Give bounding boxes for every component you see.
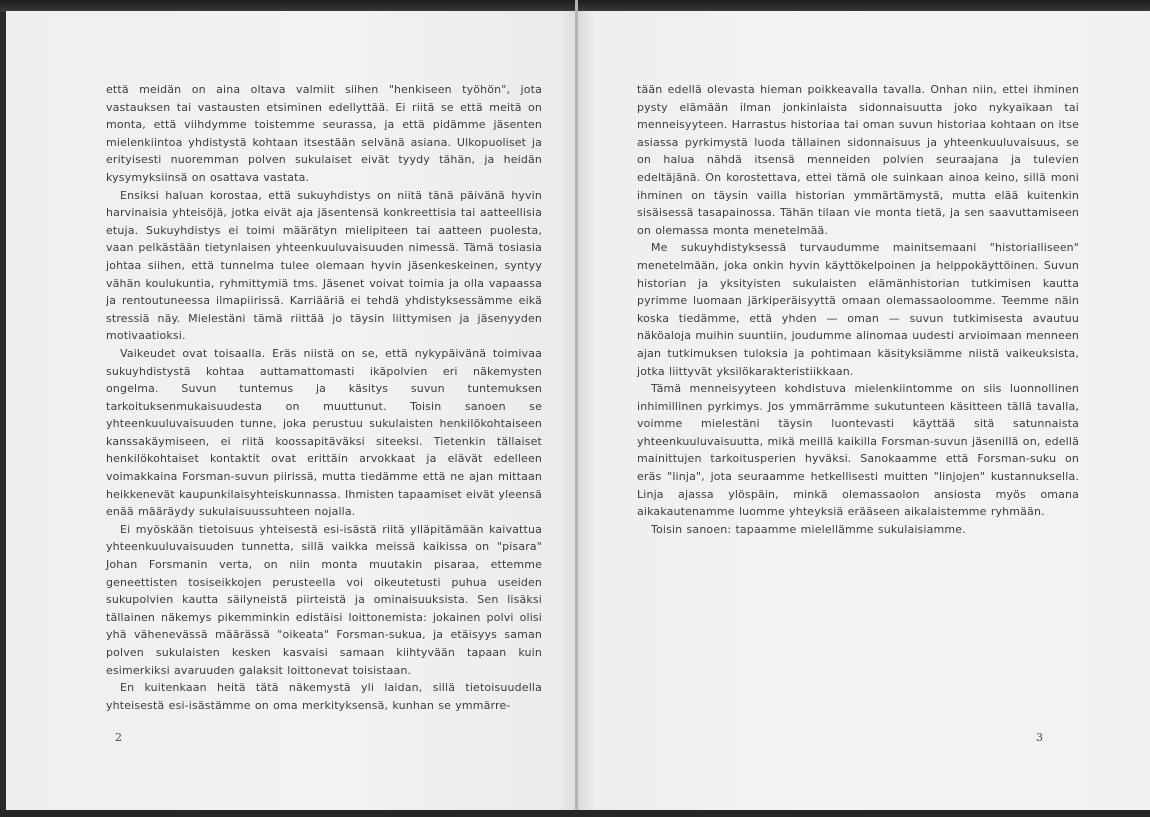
scan-bottom-edge	[0, 810, 1150, 817]
page-number: 2	[115, 731, 122, 744]
paragraph: Toisin sanoen: tapaamme mielellämme sukulaisiamme.	[651, 522, 966, 536]
paragraph: En kuitenkaan heitä tätä näkemystä yli laidan, sillä tietoisuudella yhteisestä esi-isästämme on oma merkityksensä, kunhan se ymmärre-	[106, 681, 542, 712]
paragraph: tään edellä olevasta hieman poikkeavalla tavalla. Onhan niin, ettei ihminen pysty elämään ilman jonkinlaista sidonnaisuutta joko nykyaikaan tai menneisyyteen. Harrastus historiaa tai oman suvun historiaa kohtaan on itse asiassa pyrkimystä luoda tällainen sidonnaisuus ja yhteenkuuluvaisuus, se on halua nähdä itsensä menneiden polvien seuraajana ja tulevien edeltäjänä. On korostettava, ettei tämä ole suinkaan ainoa keino, sillä moni ihminen on täysin vailla historian ymmärtämystä, mutta elää kuitenkin sisäisessä tasapainossa. Tähän tilaan vie monta tietä, ja sen saavuttamiseen on olemassa monta menetelmää.	[637, 83, 1079, 237]
paragraph: Ei myöskään tietoisuus yhteisestä esi-isästä riitä ylläpitämään kaivattua yhteenkuuluvaisuuden tunnetta, sillä vaikka meissä kaikissa on "pisara" Johan Forsmanin verta, on niin monta muutakin pisaraa, ettemme geneettisten tosiseikkojen perusteella voi oikeutetusti puhua useiden sukupolvien kautta säilyneistä piirteistä ja ominaisuuksista. Sen lisäksi tällainen näkemys pikemminkin edistäisi loittonemista: jokainen polvi olisi yhä vähenevässä määrässä "oikeata" Forsman-sukua, ja etäisyys saman polven sukulaisten kesken kasvaisi samaan kiihtyvään tapaan kuin esimerkiksi avaruuden galaksit loittonevat toisistaan.	[106, 522, 542, 677]
page-number: 3	[1036, 731, 1043, 744]
left-page-body	[106, 81, 542, 714]
paragraph: että meidän on aina oltava valmiit siihen "henkiseen työhön", jota vastauksen tai vastausten etsiminen edellyttää. Ei riitä se että meitä on monta, että viihdymme toistemme seurassa, ja että pidämme jäsenten mielenkiintoa yhdistystä kohtaan itsestään selvänä asiana. Ulkopuoliset ja erityisesti nuoremman polven sukulaiset eivät tyydy tähän, ja heidän kysymyksiinsä on osattava vastata.	[106, 83, 542, 184]
paragraph: Ensiksi haluan korostaa, että sukuyhdistys on niitä tänä päivänä hyvin harvinaisia yhteisöjä, jotka eivät aja jäsentensä konkreettisia tai aatteellisia etuja. Sukuyhdistys ei toimi määrätyn mielipiteen tai aatteen puolesta, vaan pelkästään tietynlaisen yhteenkuuluvaisuuden nimessä. Tämä tosiasia johtaa siihen, että tunnelma tulee olemaan hyvin jäsenkeskeinen, syntyy vähän koulukuntia, ryhmittymiä tms. Jäsenet voivat toimia ja olla vapaassa ja rentoutuneessa ilmapiirissä. Karriääriä ei tehdä yhdistyksessämme eikä stressiä näy. Mielestäni tämä riittää jo täysin liittymisen ja jäsenyyden motivaatioksi.	[106, 188, 542, 343]
paragraph: Tämä menneisyyteen kohdistuva mielenkiintomme on siis luonnollinen inhimillinen pyrkimys. Jos ymmärrämme sukutunteen käsitteen tällä tavalla, voimme mielestäni täysin luontevasti käyttää sitä satunnaista yhteenkuuluvaisuutta, mikä meillä kaikilla Forsman-suvun jäsenillä on, edellä mainittujen tarkoitusperien hyväksi. Sanokaamme että Forsman-suku on eräs "linja", jota seuraamme hetkellisesti muitten "linjojen" kustannuksella. Linja ajassa ylöspäin, minkä olemassaolon ansiosta myös omana aikakautenamme luomme yhteyksiä erääseen aikalaistemme ryhmään.	[637, 382, 1079, 519]
right-page-body	[637, 81, 1079, 538]
paragraph: Me sukuyhdistyksessä turvaudumme mainitsemaani "historialliseen" menetelmään, joka onkin hyvin käyttökelpoinen ja helppokäyttöinen. Suvun historian ja yksityisten sukulaisten elämänhistorian tutkimisen kautta pyrimme luomaan järkiperäisyyttä omaan olemassaoloomme. Teemme näin koska tiedämme, että yhden — oman — suvun tutkimisesta avautuu näköaloja muihin suuntiin, joudumme alinomaa uudesti arvioimaan menneen ajan tutkimuksen tuloksia ja pohtimaan käsityksiämme niistä vaikeuksista, jotka liittyvät yksilökarakteristiikkaan.	[637, 241, 1079, 378]
book-gutter	[575, 0, 578, 817]
right-page	[577, 11, 1150, 811]
paragraph: Vaikeudet ovat toisaalla. Eräs niistä on se, että nykypäivänä toimivaa sukuyhdistystä kohtaa auttamattomasti ikäpolvien eri näkemysten ongelma. Suvun tuntemus ja käsitys suvun tuntemuksen tarkoituksenmukaisuudesta on muuttunut. Toisin sanoen se yhteenkuuluvaisuuden tunne, joka perustuu sukulaisten henkilökohtaiseen kanssakäymiseen, ei riitä koossapitäväksi siteeksi. Tietenkin tällaiset henkilökohtaiset kontaktit ovat erittäin arvokkaat ja elävät edelleen voimakkaina Forsman-suvun piirissä, mutta tiedämme että ne ajan mittaan heikkenevät kaupunkilaisyhteiskunnassa. Ihmisten tapaamiset eivät yleensä enää määräydy sukulaisuussuhteen nojalla.	[106, 346, 543, 519]
left-page	[6, 11, 576, 811]
